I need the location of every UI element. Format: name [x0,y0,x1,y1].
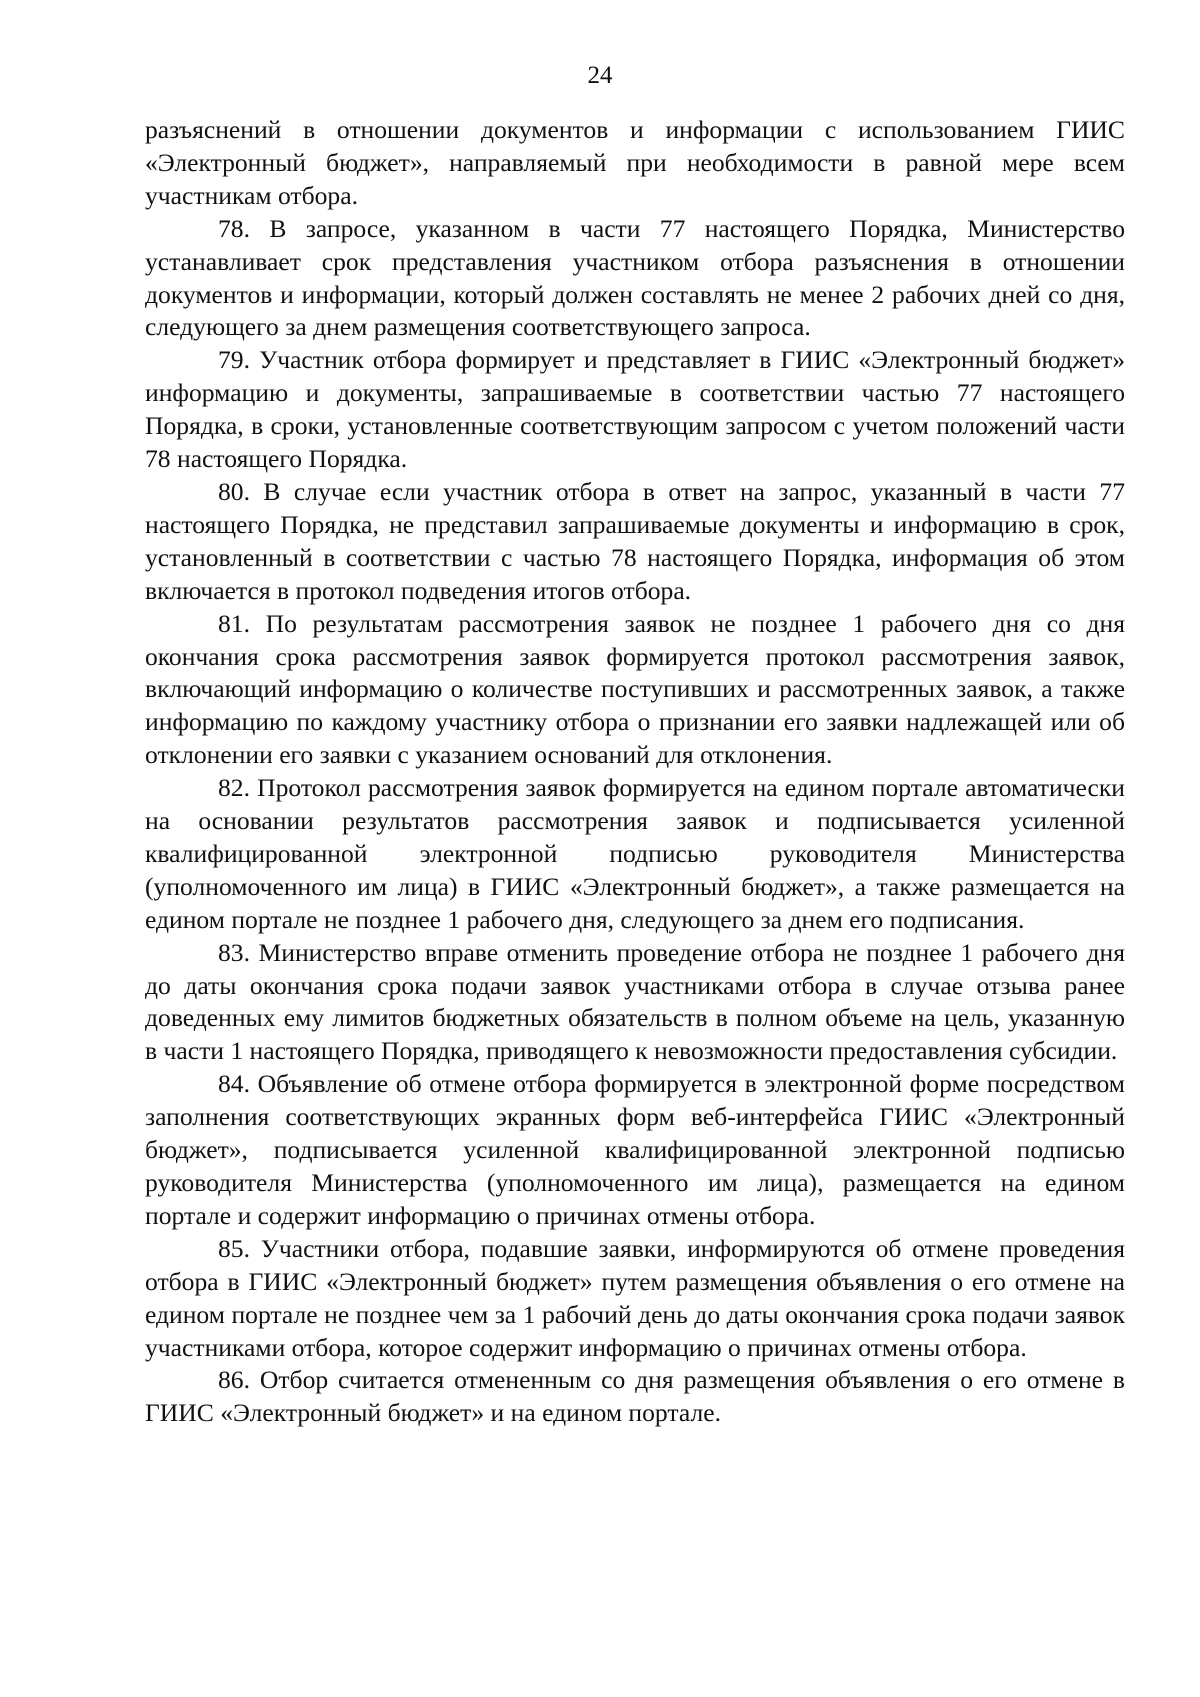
paragraph-82: 82. Протокол рассмотрения заявок формируется на едином портале автоматически на основании результатов рассмотрения заявок и подписывается усиленной квалифицированной электронной подписью руководителя Министерства (уполномоченного им лица) в ГИИС «Электронный бюджет», а также размещается на едином портале не позднее 1 рабочего дня, следующего за днем его подписания. [145,773,1125,934]
paragraph-78: 78. В запросе, указанном в части 77 настоящего Порядка, Министерство устанавливает срок представления участником отбора разъяснения в отношении документов и информации, который должен составлять не менее 2 рабочих дней со дня, следующего за днем размещения соответствующего запроса. [145,213,1125,342]
paragraph-79: 79. Участник отбора формирует и представляет в ГИИС «Электронный бюджет» информацию и документы, запрашиваемые в соответствии частью 77 настоящего Порядка, в сроки, установленные соответствующим запросом с учетом положений части 78 настоящего Порядка. [145,345,1125,474]
document-body [145,114,1125,1430]
paragraph-84: 84. Объявление об отмене отбора формируется в электронной форме посредством заполнения соответствующих экранных форм веб-интерфейса ГИИС «Электронный бюджет», подписывается усиленной квалифицированной электронной подписью руководителя Министерства (уполномоченного им лица), размещается на едином портале и содержит информацию о причинах отмены отбора. [145,1069,1125,1230]
paragraph-continuation: разъяснений в отношении документов и информации с использованием ГИИС «Электронный бюджет», направляемый при необходимости в равной мере всем участникам отбора. [145,115,1125,210]
page-number: 24 [587,62,613,89]
paragraph-81: 81. По результатам рассмотрения заявок не позднее 1 рабочего дня со дня окончания срока рассмотрения заявок формируется протокол рассмотрения заявок, включающий информацию о количестве поступивших и рассмотренных заявок, а также информацию по каждому участнику отбора о признании его заявки надлежащей или об отклонении его заявки с указанием оснований для отклонения. [145,608,1125,770]
paragraph-83: 83. Министерство вправе отменить проведение отбора не позднее 1 рабочего дня до даты окончания срока подачи заявок участниками отбора в случае отзыва ранее доведенных ему лимитов бюджетных обязательств в полном объеме на цель, указанную в части 1 настоящего Порядка, приводящего к невозможности предоставления субсидии. [145,937,1125,1066]
paragraph-80: 80. В случае если участник отбора в ответ на запрос, указанный в части 77 настоящего Порядка, не представил запрашиваемые документы и информацию в срок, установленный в соответствии с частью 78 настоящего Порядка, информация об этом включается в протокол подведения итогов отбора. [145,476,1125,605]
paragraph-86: 86. Отбор считается отмененным со дня размещения объявления о его отмене в ГИИС «Электронный бюджет» и на едином портале. [145,1365,1125,1428]
paragraph-85: 85. Участники отбора, подавшие заявки, информируются об отмене проведения отбора в ГИИС «Электронный бюджет» путем размещения объявления о его отмене на едином портале не позднее чем за 1 рабочий день до даты окончания срока подачи заявок участниками отбора, которое содержит информацию о причинах отмены отбора. [145,1233,1125,1362]
